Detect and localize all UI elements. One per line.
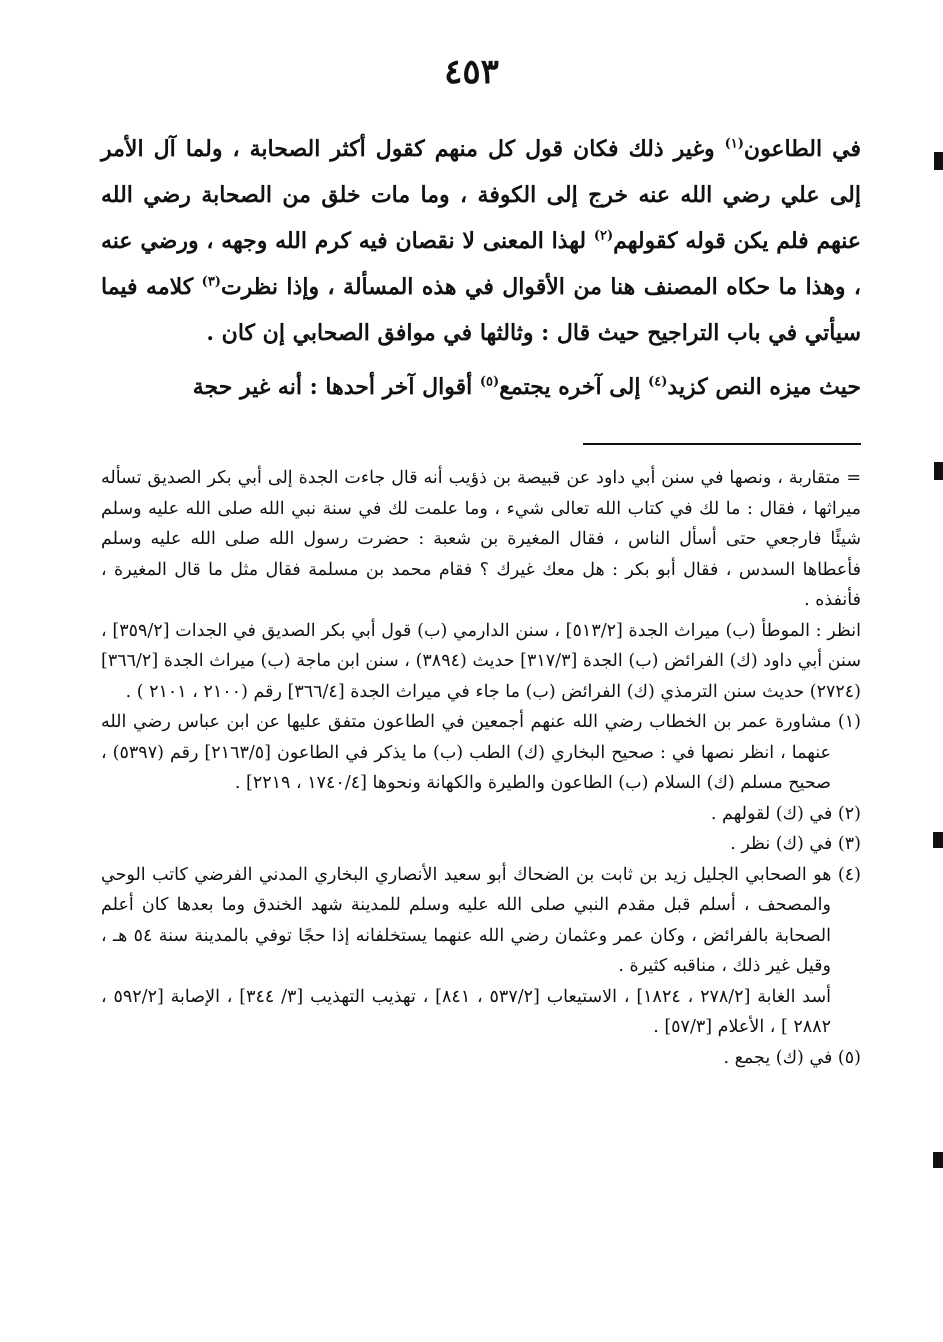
main-text-run: إلى آخره يجتمع (499, 374, 649, 400)
footnote-4-references: أسد الغابة [٢٧٨/٢ ، ١٨٢٤] ، الاستيعاب [٥٣٧/٢ ، ٨٤١] ، تهذيب التهذيب [٣/ ٣٤٤] ، الإصابة [٥٩٢/٢ ، ٢٨٨٢ ] ، الأعلام [٥٧/٣] . (101, 986, 831, 1037)
main-text-run: لهذا المعنى لا نقصان فيه كرم الله وجهه ، ورضي عنه ، وهذا ما حكاه المصنف هنا من الأقوال في هذه المسألة ، وإذا نظرت (101, 228, 861, 300)
footnote-references: انظر : الموطأ (ب) ميراث الجدة [٥١٣/٢] ، سنن الدارمي (ب) قول أبي بكر الصديق في الجدات [٣٥٩/٢] ، سنن أبي داود (ك) الفرائض (ب) الجدة [٣١٧/٣] حديث (٣٨٩٤) ، سنن ابن ماجة (ب) ميراث الجدة [٣٦٦/٢] (٢٧٢٤) حديث سنن الترمذي (ك) الفرائض (ب) ما جاء في ميراث الجدة [٣٦٦/٤] رقم (٢١٠٠ ، ٢١٠١ ) . (101, 620, 862, 702)
scan-edge-mark (933, 832, 943, 848)
footnotes (101, 463, 861, 1073)
footnote-ref-1[interactable]: (١) (724, 136, 744, 152)
main-text (101, 126, 861, 410)
scan-edge-mark (933, 1152, 943, 1168)
footnote-4: (٤) هو الصحابي الجليل زيد بن ثابت بن الضحاك أبو سعيد الأنصاري البخاري المدني الفرضي كاتب الوحي والمصحف ، أسلم قبل مقدم النبي صلى الله عليه وسلم للمدينة شهد الخندق وما بعدها كان أعلم الصحابة بالفرائض ، وكان عمر وعثمان رضي الله عنهما يستخلفانه إذا حجًا توفي بالمدينة سنة ٥٤ هـ ، وقيل غير ذلك ، مناقبه كثيرة . (101, 864, 861, 976)
page-number: ٤٥٣ (444, 52, 499, 92)
footnote-3: (٣) في (ك) نظر . (730, 834, 861, 854)
main-paragraph-2 (101, 364, 861, 410)
footnote-ref-2[interactable]: (٢) (593, 228, 614, 244)
footnote-1: (١) مشاورة عمر بن الخطاب رضي الله عنهم أجمعين في الطاعون متفق عليها عن ابن عباس رضي الله عنهما ، انظر نصها في : صحيح البخاري (ك) الطب (ب) ما يذكر في الطاعون [٢١٦٣/٥] رقم (٥٣٩٧) ، صحيح مسلم (ك) السلام (ب) الطاعون والطيرة والكهانة ونحوها [١٧٤٠/٤ ، ٢٢١٩] . (101, 712, 861, 793)
main-text-run: أقوال آخر أحدها : أنه غير حجة (192, 374, 480, 400)
main-text-run: في الطاعون (743, 136, 862, 162)
footnote-ref-4[interactable]: (٤) (648, 374, 668, 390)
main-paragraph-1 (101, 126, 861, 356)
main-text-run: كلامه فيما سيأتي في باب التراجيح حيث قال : وثالثها في موافق الصحابي إن كان . (101, 274, 861, 346)
scan-edge-mark (934, 462, 943, 480)
footnote-continuation: = متقاربة ، ونصها في سنن أبي داود عن قبيصة بن ذؤيب أنه قال جاءت الجدة إلى أبي بكر الصديق تسأله ميراثها ، فقال : ما لك في كتاب الله تعالى شيء ، وما علمت لك في سنة نبي الله صلى الله عليه وسلم شيئًا فارجعي حتى أسأل الناس ، فقال المغيرة بن شعبة : حضرت رسول الله صلى الله عليه وسلم فأعطاها السدس ، فقال أبو بكر : هل معك غيرك ؟ فقام محمد بن مسلمة فقال مثل ما قال المغيرة ، فأنفذه . (101, 468, 861, 610)
footnote-2: (٢) في (ك) لقولهم . (710, 803, 861, 824)
main-text-run: حيث ميزه النص كزيد (667, 374, 861, 400)
main-text-run: وغير ذلك فكان قول كل منهم كقول أكثر الصحابة ، ولما آل الأمر إلى علي رضي الله عنه خرج إلى الكوفة ، وما مات خلق من الصحابة رضي الله عنهم فلم يكن قوله كقولهم (101, 136, 862, 254)
footnote-ref-3[interactable]: (٣) (201, 274, 221, 290)
footnote-5: (٥) في (ك) يجمع . (723, 1047, 861, 1068)
footnote-ref-5[interactable]: (٥) (479, 374, 500, 390)
footnote-separator (583, 443, 861, 445)
scan-edge-mark (934, 152, 943, 170)
